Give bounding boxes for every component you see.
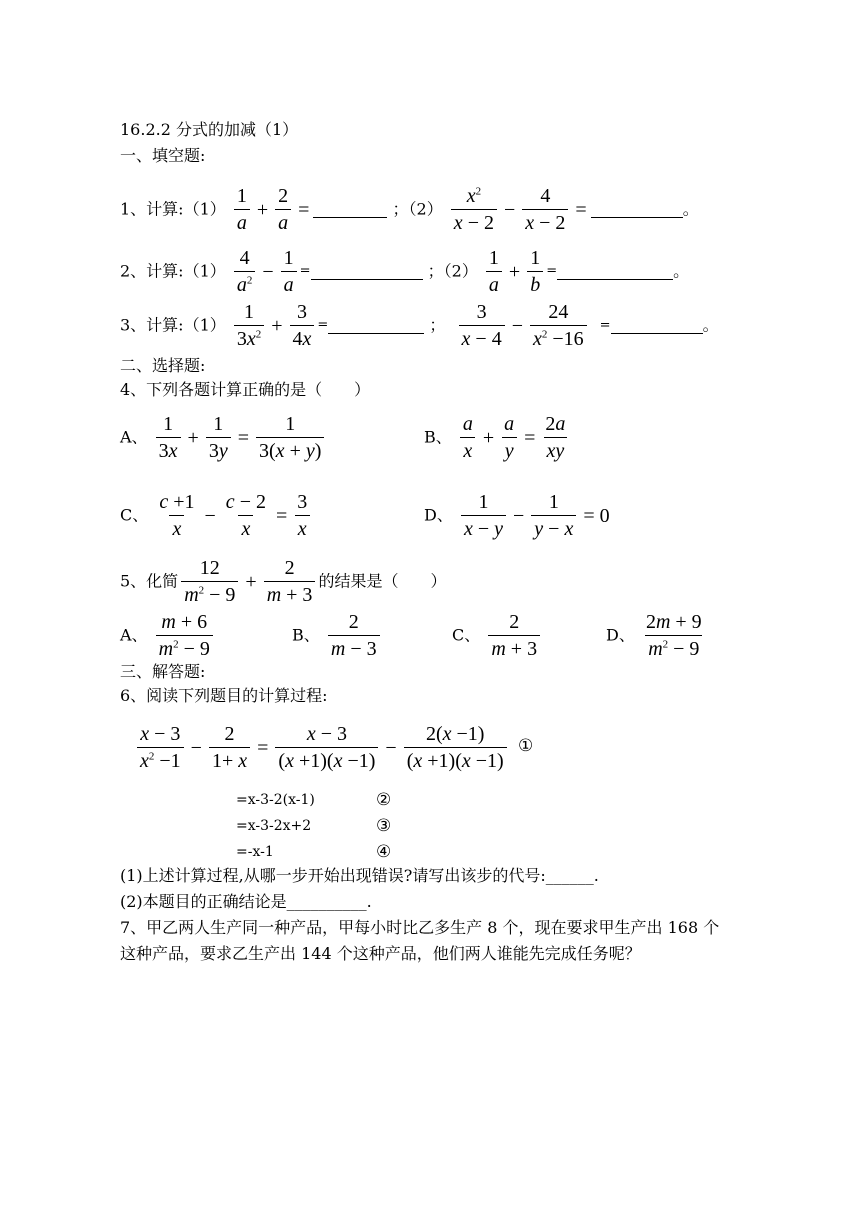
option-label: B、 <box>292 625 320 645</box>
fraction: $\frac{x - 3}{(x +1)(x -1)}$ <box>275 724 378 771</box>
page-title: 16.2.2 分式的加减（1） <box>120 120 299 139</box>
option-label: A、 <box>120 427 148 447</box>
fraction: $\frac{1}{b}$ <box>527 248 543 295</box>
fraction: $\frac{x^2}{x - 2}$ <box>451 186 497 233</box>
question-6-stem: 6、阅读下列题目的计算过程: <box>120 686 328 705</box>
step-marker: ④ <box>376 842 392 862</box>
fraction: $\frac{4}{x - 2}$ <box>522 186 568 233</box>
q5-option-b <box>292 612 383 659</box>
question-4-stem: 4、下列各题计算正确的是（ ） <box>120 380 371 399</box>
q1-prefix: 1、计算:（1） <box>120 199 226 219</box>
answer-blank <box>313 201 387 218</box>
fraction: $\frac{2m + 9}{m^2 - 9}$ <box>645 611 702 660</box>
fraction: $\frac{3}{x - 4}$ <box>459 302 505 349</box>
fraction: $\frac{1}{a}$ <box>234 186 250 233</box>
fraction: $\frac{2}{1+ x}$ <box>209 724 250 771</box>
q6-subquestion-2: (2)本题目的正确结论是__________. <box>120 892 372 911</box>
q5-option-c <box>452 612 543 659</box>
answer-blank <box>311 263 423 280</box>
option-label: A、 <box>120 625 148 645</box>
fraction: $\frac{c - 2}{x}$ <box>225 491 266 540</box>
q4-option-c: C、 $\frac{c +1}{x}$ − $\frac{c - 2}{x}$ = $\frac{3}{x}$ <box>120 492 313 539</box>
q6-step-2-expr: =x-3-2(x-1) <box>236 792 315 808</box>
answer-blank <box>557 263 673 280</box>
q4-option-a: A、 $\frac{1}{3x}$ + $\frac{1}{3y}$ = $\frac{1}{3(x + y)}$ <box>120 414 327 461</box>
q6-equation: $\frac{x - 3}{x^2 -1}$ − $\frac{2}{1+ x}$ = $\frac{x - 3}{(x +1)(x -1)}$ − $\frac{2(x -1)}{(x +1)(x -1)}$ <box>134 724 510 771</box>
step-marker: ① <box>518 736 534 756</box>
question-1: 1、计算:（1） $\frac{1}{a}$ + $\frac{2}{a}$ = ；（2） $\frac{x^2}{x - 2}$ − $\frac{4}{x - 2}$ = 。 <box>120 185 699 234</box>
option-label: B、 <box>424 427 452 447</box>
fraction: $\frac{1}{x - y}$ <box>461 492 506 539</box>
option-label: D、 <box>424 505 453 525</box>
question-3: 3、计算:（1） $\frac{1}{3x^2}$ + $\frac{3}{4x}$ = ； $\frac{3}{x - 4}$ − $\frac{24}{x^2 -16}$ = 。 <box>120 301 719 350</box>
fraction: $\frac{c +1}{x}$ <box>159 491 195 540</box>
fraction: $\frac{12}{m^2 - 9}$ <box>181 558 238 605</box>
section-heading-solve: 三、解答题: <box>120 662 206 681</box>
question-2: 2、计算:（1） $\frac{4}{a^2}$ − $\frac{1}{a}$ = ；（2） $\frac{1}{a}$ + $\frac{1}{b}$ = 。 <box>120 247 690 296</box>
fraction: $\frac{m + 6}{m^2 - 9}$ <box>156 612 213 659</box>
q1-part2-label: ；（2） <box>392 199 443 219</box>
fraction: $\frac{a}{y}$ <box>501 414 517 461</box>
q2-part2-label: ；（2） <box>427 261 478 281</box>
q3-prefix: 3、计算:（1） <box>120 315 226 335</box>
fraction: $\frac{3}{4x}$ <box>290 302 315 349</box>
q6-step-4-expr: =-x-1 <box>236 844 274 860</box>
answer-blank <box>611 317 703 334</box>
q6-subquestion-1: (1)上述计算过程,从哪一步开始出现错误?请写出该步的代号:______. <box>120 866 599 885</box>
q2-end: 。 <box>673 261 690 281</box>
fraction: $\frac{24}{x^2 -16}$ <box>530 302 587 349</box>
option-label: C、 <box>452 625 481 645</box>
fraction: $\frac{3}{x}$ <box>294 492 310 539</box>
fraction: $\frac{1}{3y}$ <box>206 414 231 461</box>
section-heading-choice: 二、选择题: <box>120 356 206 375</box>
fraction: $\frac{2}{m + 3}$ <box>488 612 540 659</box>
fraction: $\frac{a}{x}$ <box>460 414 476 461</box>
option-label: C、 <box>120 505 149 525</box>
fraction: $\frac{1}{a}$ <box>486 248 502 295</box>
q5-option-d <box>606 612 708 659</box>
fraction: $\frac{1}{3x^2}$ <box>234 302 264 349</box>
step-marker: ③ <box>376 816 392 836</box>
step-marker: ② <box>376 790 392 810</box>
fraction: $\frac{1}{a}$ <box>281 248 297 295</box>
fraction: $\frac{1}{3x}$ <box>156 414 181 461</box>
fraction: $\frac{1}{y - x}$ <box>531 492 576 539</box>
answer-blank <box>591 201 683 218</box>
answer-blank <box>328 317 424 334</box>
fraction: $\frac{2a}{xy}$ <box>545 413 566 462</box>
q1-end: 。 <box>682 199 699 219</box>
option-label: D、 <box>606 625 635 645</box>
fraction: $\frac{4}{a^2}$ <box>234 248 256 295</box>
section-heading-fill-in: 一、填空题: <box>120 146 206 165</box>
q6-step-3-expr: =x-3-2x+2 <box>236 818 312 834</box>
fraction: $\frac{2}{m - 3}$ <box>328 612 380 659</box>
q2-prefix: 2、计算:（1） <box>120 261 226 281</box>
q3-part2-label: ； <box>429 315 446 335</box>
fraction: $\frac{2}{a}$ <box>275 186 291 233</box>
fraction: $\frac{2}{m + 3}$ <box>264 558 316 605</box>
q5-option-a <box>120 612 216 659</box>
q3-end: 。 <box>702 315 719 335</box>
question-5: 5、化简 $\frac{12}{m^2 - 9}$ + $\frac{2}{m + 3}$ 的结果是（ ） <box>120 557 447 606</box>
q4-option-b: B、 $\frac{a}{x}$ + $\frac{a}{y}$ = $\frac{2a}{xy}$ <box>424 414 571 461</box>
fraction: $\frac{1}{3(x + y)}$ <box>256 414 324 461</box>
q4-option-d: D、 $\frac{1}{x - y}$ − $\frac{1}{y - x}$ = 0 <box>424 491 610 540</box>
q5-stem-post: 的结果是（ ） <box>318 571 447 591</box>
question-7-line-2: 这种产品，要求乙生产出 144 个这种产品，他们两人谁能先完成任务呢？ <box>120 944 641 963</box>
q5-stem-pre: 5、化简 <box>120 571 179 591</box>
fraction: $\frac{x - 3}{x^2 -1}$ <box>137 724 184 771</box>
fraction: $\frac{2(x -1)}{(x +1)(x -1)}$ <box>404 724 507 771</box>
question-7-line-1: 7、甲乙两人生产同一种产品，甲每小时比乙多生产 8 个，现在要求甲生产出 168 个 <box>120 918 720 937</box>
